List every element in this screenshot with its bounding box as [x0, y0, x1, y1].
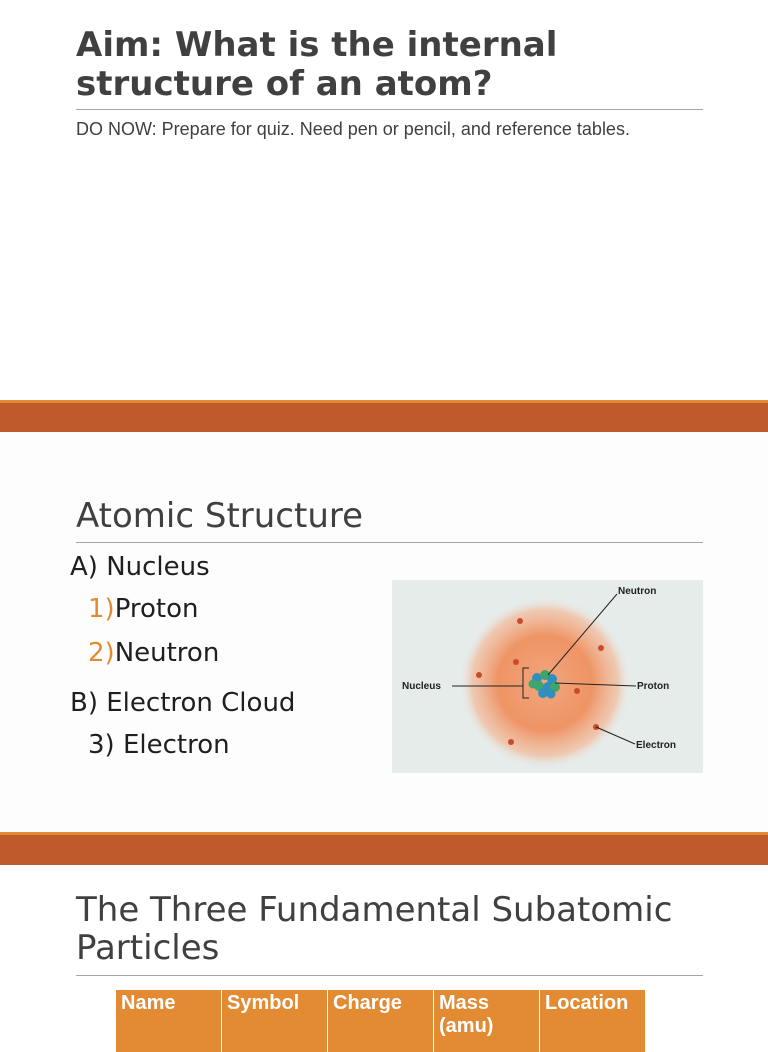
label-proton: Proton	[637, 681, 670, 692]
outline-marker: 2)	[88, 638, 115, 668]
table-header-row	[116, 990, 645, 1052]
header-mass	[434, 990, 540, 1052]
header-location: Location	[540, 990, 646, 1052]
label-neutron: Neutron	[618, 586, 657, 597]
electron-dot	[508, 739, 514, 745]
electron-dot	[513, 659, 519, 665]
header-name: Name	[116, 990, 222, 1052]
outline-text: Proton	[114, 594, 199, 624]
outline-item-neutron	[88, 638, 219, 668]
atom-diagram	[392, 580, 703, 773]
outline-text: Electron	[114, 730, 230, 760]
header-mass-unit: (amu)	[439, 1015, 494, 1037]
particles-title: The Three Fundamental Subatomic Particles	[76, 890, 673, 968]
slide-aim	[0, 0, 768, 400]
title-rule	[76, 975, 703, 976]
outline-text: Nucleus	[97, 552, 210, 582]
title-rule	[76, 109, 703, 110]
slide-subatomic-particles	[0, 865, 768, 1037]
slide-divider	[0, 400, 768, 432]
electron-dot	[574, 688, 580, 694]
outline-text: Neutron	[114, 638, 220, 668]
label-electron: Electron	[636, 740, 677, 751]
electron-dot	[476, 672, 482, 678]
aim-title: Aim: What is the internal structure of an atom?	[76, 25, 558, 104]
outline-item-electron	[88, 730, 230, 760]
electron-dot	[598, 645, 604, 651]
slide-atomic-structure	[0, 432, 768, 832]
header-mass-label: Mass	[439, 992, 490, 1014]
outline-item-electron-cloud	[70, 688, 295, 718]
outline-item-proton	[88, 594, 199, 624]
outline-item-nucleus	[70, 552, 210, 582]
slide-divider	[0, 832, 768, 865]
do-now-text: DO NOW: Prepare for quiz. Need pen or pencil, and reference tables.	[76, 119, 630, 139]
electron-dot	[517, 618, 523, 624]
title-rule	[76, 542, 703, 543]
header-symbol: Symbol	[222, 990, 328, 1052]
outline-marker: 1)	[88, 594, 115, 624]
outline-marker: A)	[70, 552, 98, 582]
outline-marker: B)	[70, 688, 98, 718]
atomic-structure-title: Atomic Structure	[76, 496, 364, 536]
label-nucleus: Nucleus	[402, 681, 441, 692]
outline-text: Electron Cloud	[97, 688, 296, 718]
outline-marker: 3)	[88, 730, 115, 760]
particles-table	[116, 990, 645, 1052]
header-charge: Charge	[328, 990, 434, 1052]
